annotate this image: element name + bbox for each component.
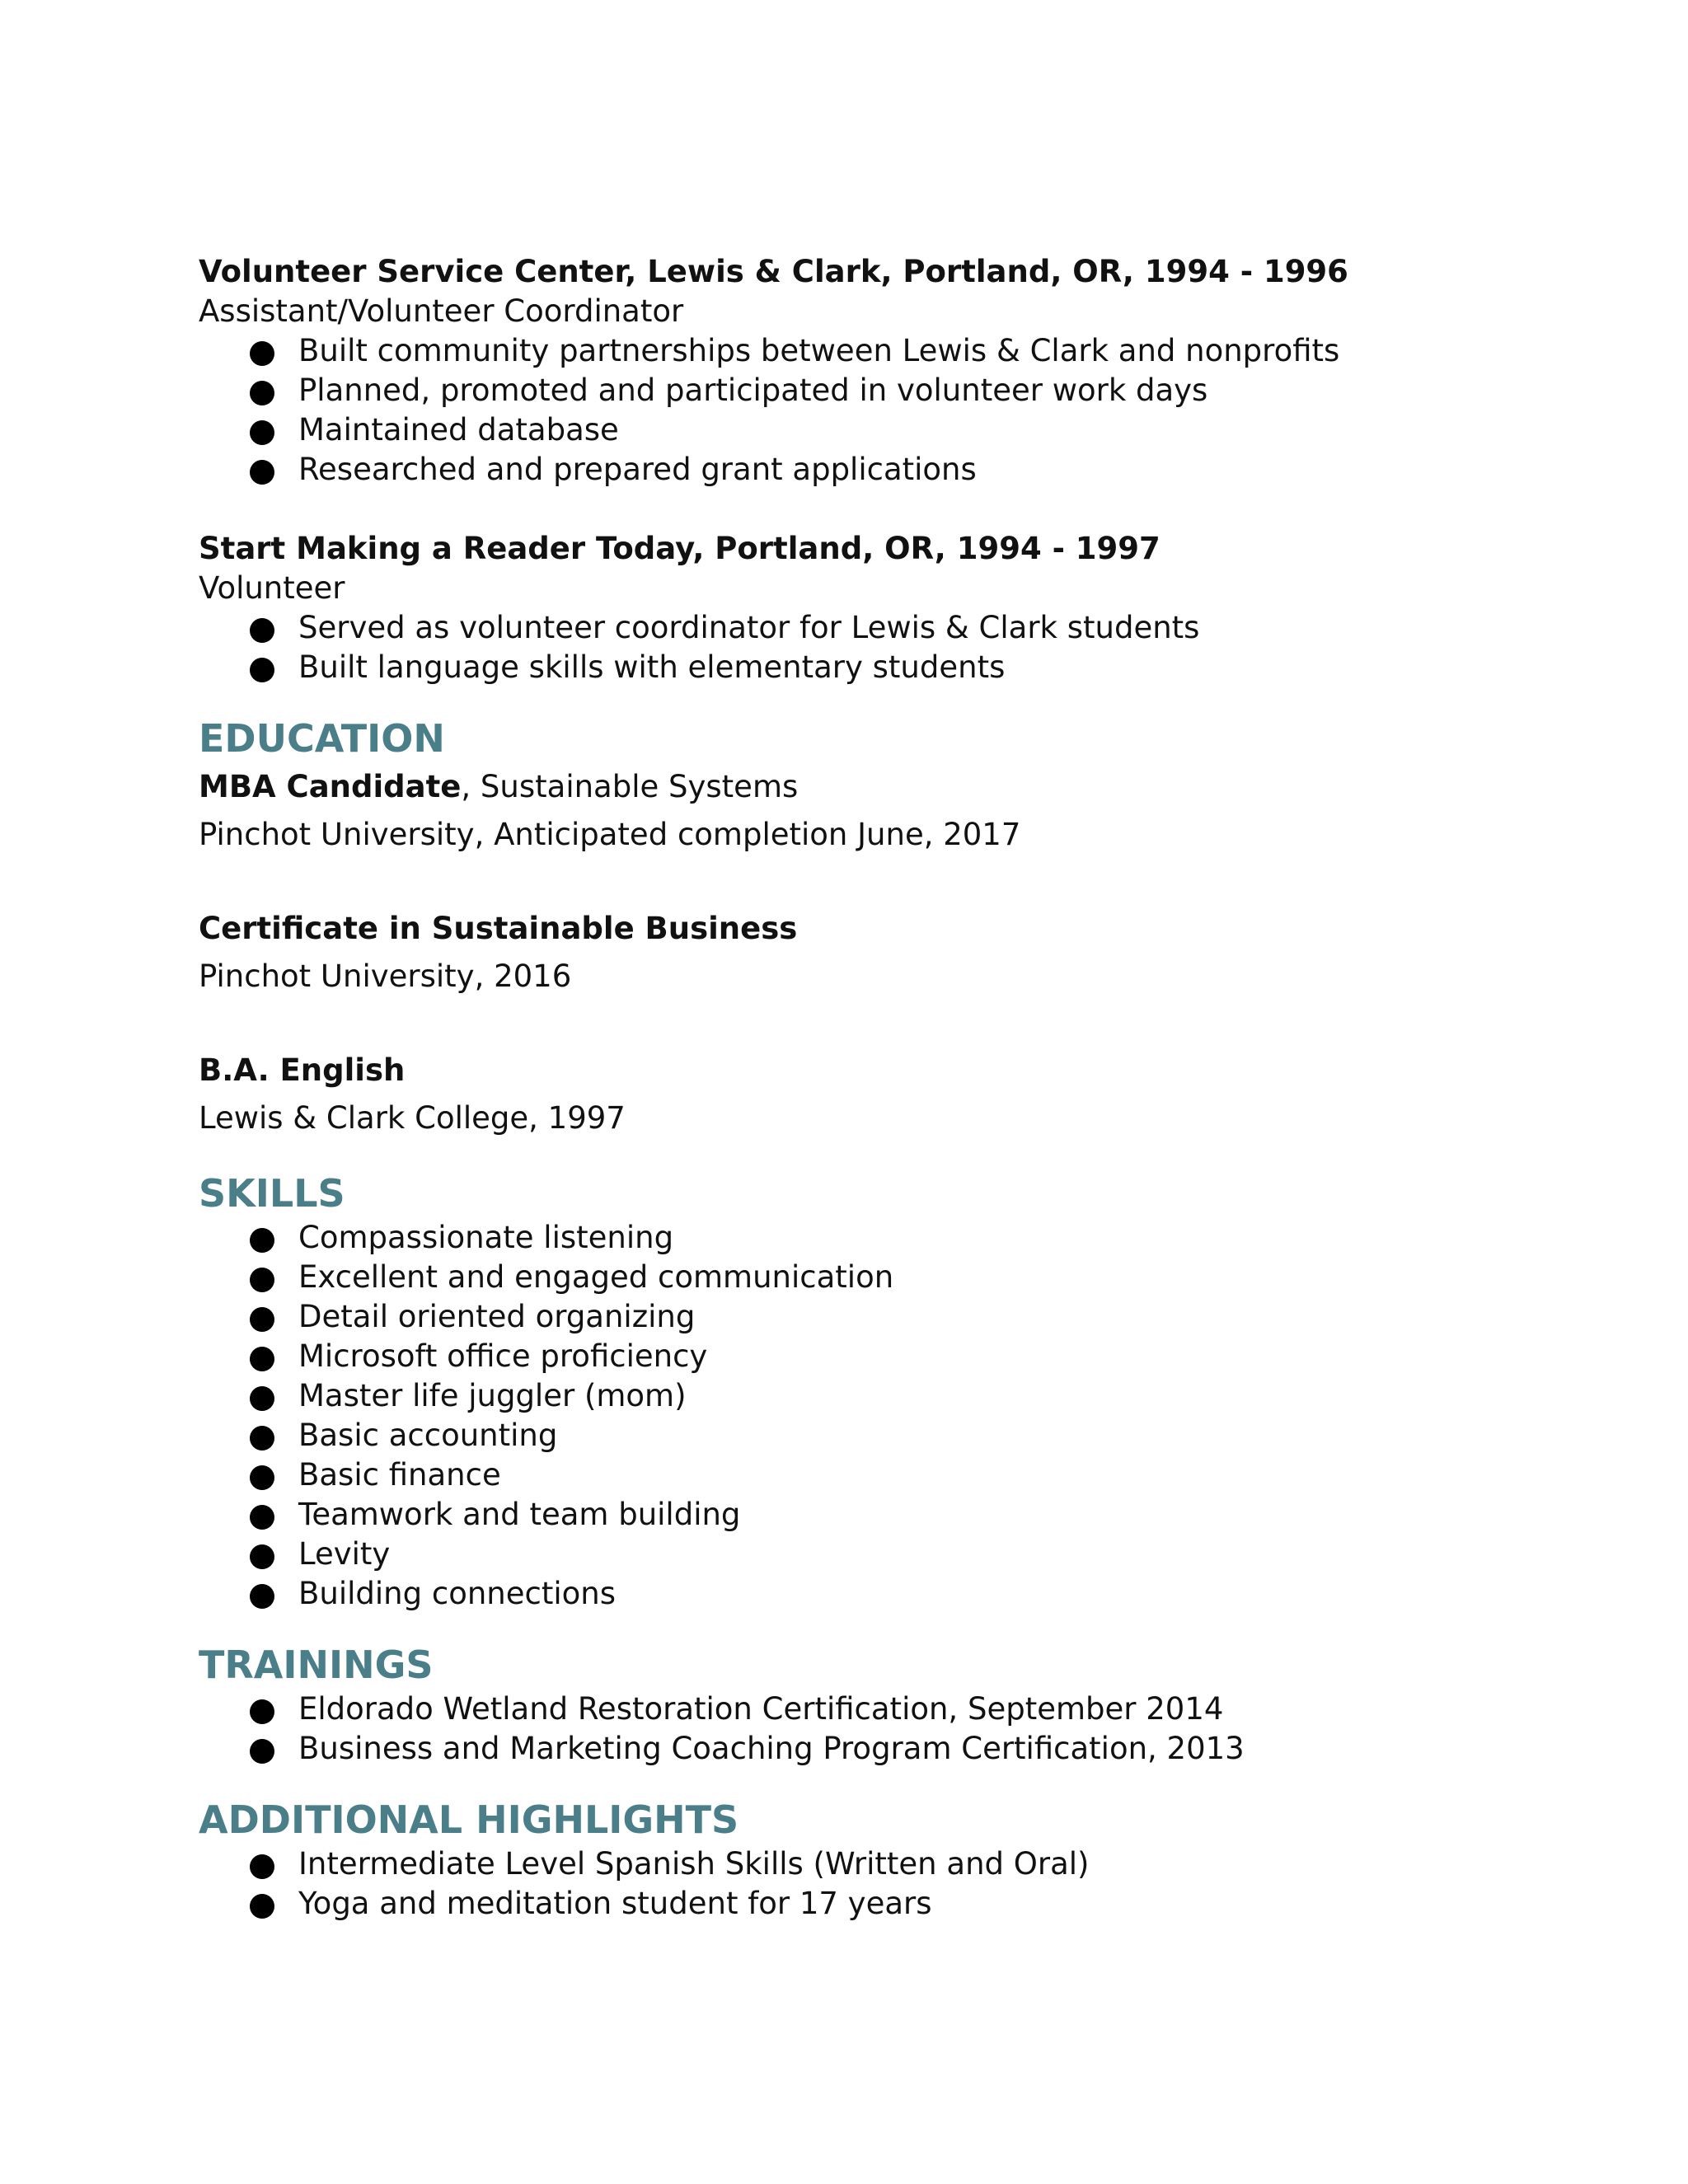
list-item: Compassionate listening (250, 1218, 1517, 1258)
spacer (199, 1001, 1517, 1047)
education-degree-line (199, 763, 1517, 811)
bullet-icon (250, 1699, 274, 1724)
job-duties-list (199, 331, 1517, 490)
education-details: Pinchot University, Anticipated completion June, 2017 (199, 817, 1021, 852)
list-item: Served as volunteer coordinator for Lewis & Clark students (250, 608, 1517, 648)
bullet-icon (250, 1307, 274, 1332)
experience-entry (199, 252, 1517, 490)
job-role: Volunteer (199, 570, 345, 606)
list-item: Building connections (250, 1574, 1517, 1614)
bullet-icon (250, 341, 274, 366)
spacer (199, 1614, 1517, 1640)
list-item: Levity (250, 1535, 1517, 1574)
spacer (199, 687, 1517, 714)
list-item: Built community partnerships between Lewis & Clark and nonprofits (250, 331, 1517, 371)
list-item: Intermediate Level Spanish Skills (Written and Oral) (250, 1844, 1517, 1884)
trainings-section (199, 1640, 1517, 1769)
bullet-icon (250, 1739, 274, 1764)
spacer (199, 859, 1517, 905)
bullet-icon (250, 1347, 274, 1371)
job-title: Start Making a Reader Today, Portland, OR, 1994 - 1997 (199, 531, 1160, 566)
degree-name: B.A. English (199, 1052, 406, 1088)
trainings-list (199, 1690, 1517, 1769)
section-heading-skills: SKILLS (199, 1171, 345, 1216)
skills-section (199, 1169, 1517, 1614)
section-heading-education: EDUCATION (199, 716, 445, 761)
list-item: Eldorado Wetland Restoration Certification, September 2014 (250, 1690, 1517, 1729)
bullet-icon (250, 1426, 274, 1451)
spacer (199, 490, 1517, 529)
bullet-icon (250, 1268, 274, 1292)
education-degree-line (199, 905, 1517, 953)
bullet-icon (250, 1854, 274, 1879)
list-item: Researched and prepared grant applications (250, 450, 1517, 490)
bullet-icon (250, 1465, 274, 1490)
list-item: Built language skills with elementary students (250, 648, 1517, 687)
list-item: Planned, promoted and participated in volunteer work days (250, 371, 1517, 410)
list-item: Maintained database (250, 410, 1517, 450)
bullet-icon (250, 1894, 274, 1919)
list-item: Master life juggler (mom) (250, 1376, 1517, 1416)
bullet-icon (250, 658, 274, 682)
highlights-list (199, 1844, 1517, 1924)
bullet-icon (250, 1228, 274, 1253)
degree-field: , Sustainable Systems (461, 769, 799, 804)
job-role: Assistant/Volunteer Coordinator (199, 293, 684, 329)
list-item: Detail oriented organizing (250, 1297, 1517, 1337)
spacer (199, 1769, 1517, 1795)
bullet-icon (250, 460, 274, 485)
job-duties-list (199, 608, 1517, 687)
degree-name: Certificate in Sustainable Business (199, 911, 798, 946)
bullet-icon (250, 618, 274, 643)
experience-entry (199, 529, 1517, 687)
degree-name: MBA Candidate (199, 769, 462, 804)
bullet-icon (250, 420, 274, 445)
list-item: Excellent and engaged communication (250, 1258, 1517, 1297)
list-item: Microsoft office proficiency (250, 1337, 1517, 1376)
highlights-section (199, 1795, 1517, 1924)
education-section (199, 714, 1517, 1142)
bullet-icon (250, 1505, 274, 1530)
bullet-icon (250, 1544, 274, 1569)
section-heading-additional-highlights: ADDITIONAL HIGHLIGHTS (199, 1797, 739, 1842)
list-item: Basic finance (250, 1455, 1517, 1495)
list-item: Teamwork and team building (250, 1495, 1517, 1535)
list-item: Yoga and meditation student for 17 years (250, 1884, 1517, 1924)
bullet-icon (250, 1584, 274, 1609)
skills-list (199, 1218, 1517, 1614)
list-item: Basic accounting (250, 1416, 1517, 1455)
spacer (199, 1142, 1517, 1169)
bullet-icon (250, 381, 274, 405)
education-details: Pinchot University, 2016 (199, 958, 572, 994)
list-item: Business and Marketing Coaching Program Certification, 2013 (250, 1729, 1517, 1769)
resume-page (199, 252, 1517, 1924)
section-heading-trainings: TRAININGS (199, 1643, 434, 1687)
job-title: Volunteer Service Center, Lewis & Clark, Portland, OR, 1994 - 1996 (199, 254, 1348, 289)
education-details: Lewis & Clark College, 1997 (199, 1100, 626, 1136)
education-degree-line (199, 1047, 1517, 1094)
bullet-icon (250, 1386, 274, 1411)
